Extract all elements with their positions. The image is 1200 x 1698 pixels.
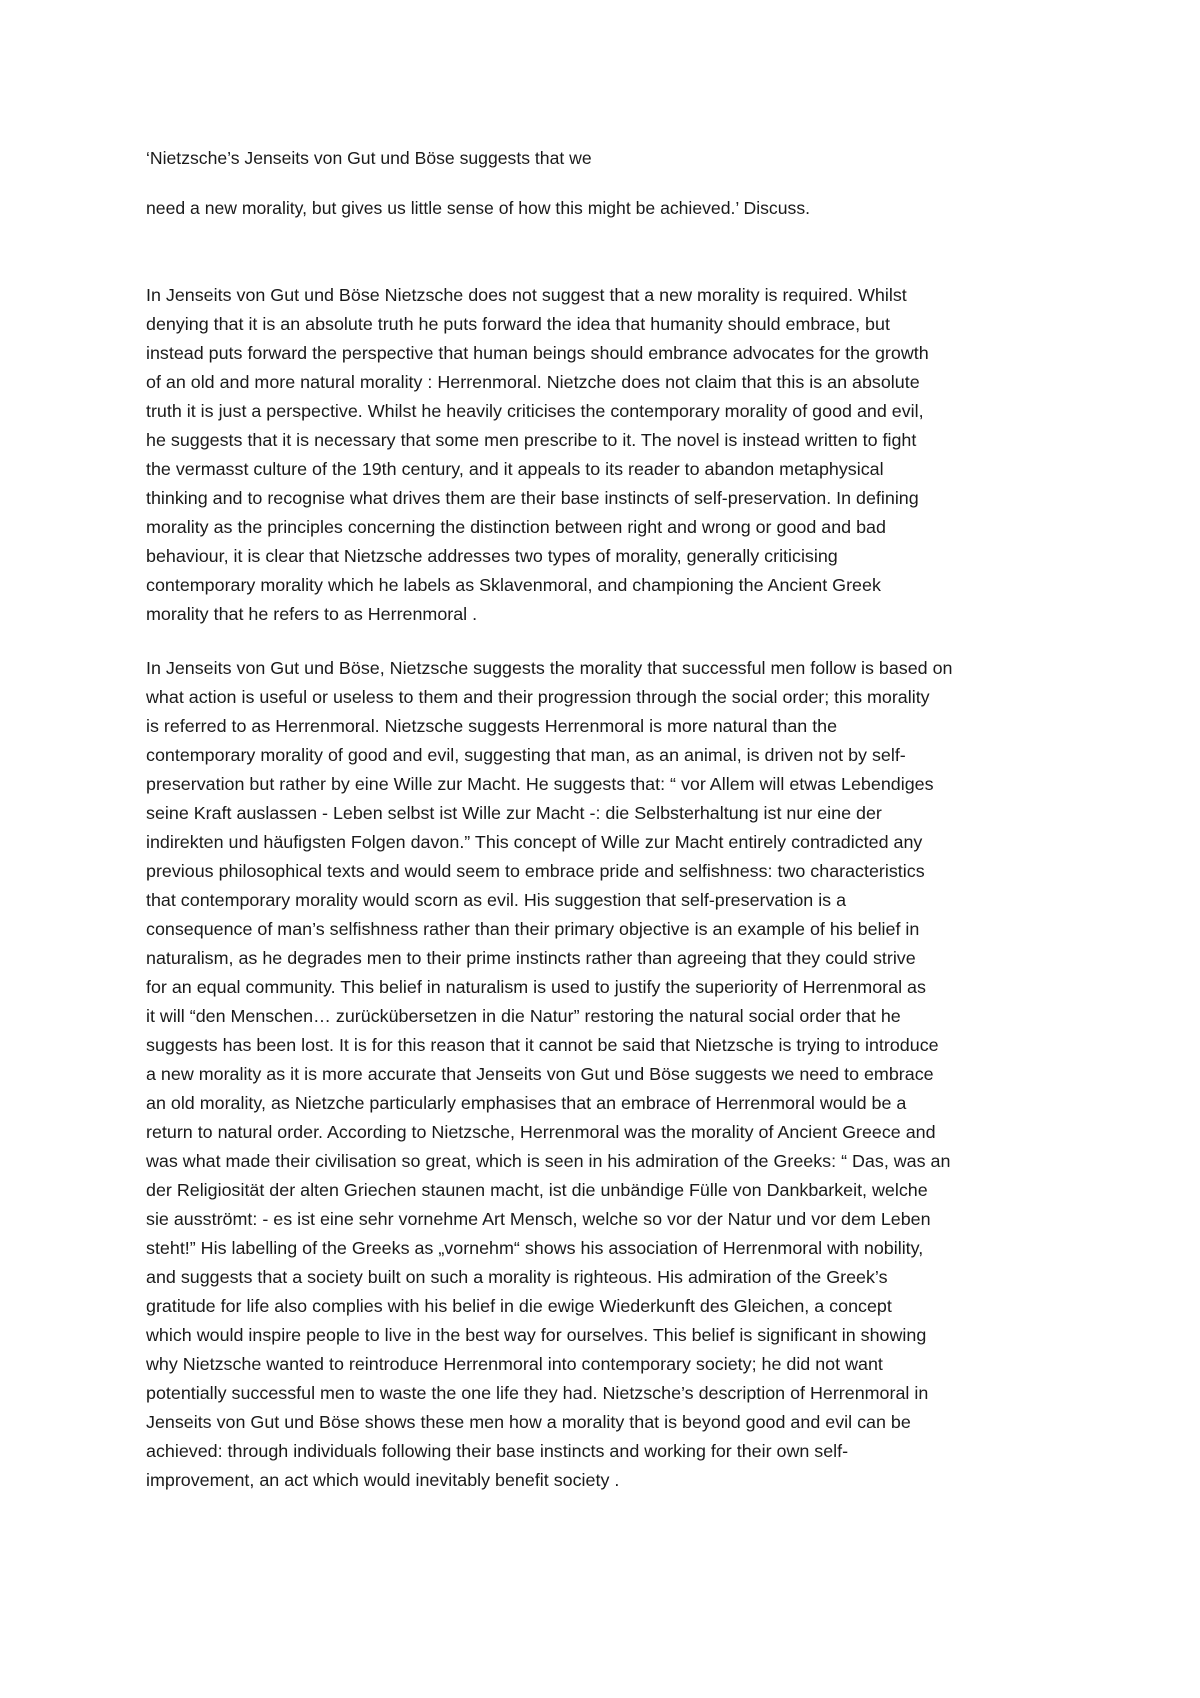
paragraph-1-line: morality as the principles concerning the distinction between right and wrong or good and bad — [146, 517, 886, 537]
paragraph-1-line: contemporary morality which he labels as Sklavenmoral, and championing the Ancient Greek — [146, 575, 881, 595]
paragraph-2-line: sie ausströmt: - es ist eine sehr vornehme Art Mensch, welche so vor der Natur und vor dem Leben — [146, 1209, 931, 1229]
paragraph-2-line: an old morality, as Nietzche particularly emphasises that an embrace of Herrenmoral would be a — [146, 1093, 907, 1113]
paragraph-2-line: which would inspire people to live in the best way for ourselves. This belief is significant in showing — [146, 1325, 927, 1345]
paragraph-2-line: return to natural order. According to Nietzsche, Herrenmoral was the morality of Ancient Greece and — [146, 1122, 936, 1142]
paragraph-1-line: behaviour, it is clear that Nietzsche addresses two types of morality, generally criticising — [146, 546, 838, 566]
paragraph-2-line: was what made their civilisation so great, which is seen in his admiration of the Greeks: “ Das, was an — [146, 1151, 951, 1171]
paragraph-1-line: truth it is just a perspective. Whilst he heavily criticises the contemporary morality of good and evil, — [146, 401, 924, 421]
paragraph-1-line: denying that it is an absolute truth he puts forward the idea that humanity should embrace, but — [146, 314, 890, 334]
paragraph-1-line: he suggests that it is necessary that some men prescribe to it. The novel is instead written to fight — [146, 430, 917, 450]
essay-title-line-1: ‘Nietzsche’s Jenseits von Gut und Böse suggests that we — [146, 148, 592, 168]
paragraph-2-line: previous philosophical texts and would seem to embrace pride and selfishness: two characteristics — [146, 861, 925, 881]
paragraph-2-line: suggests has been lost. It is for this reason that it cannot be said that Nietzsche is trying to introduce — [146, 1035, 939, 1055]
paragraph-1-line: morality that he refers to as Herrenmoral . — [146, 604, 478, 624]
paragraph-2-line: steht!” His labelling of the Greeks as „vornehm“ shows his association of Herrenmoral with nobility, — [146, 1238, 924, 1258]
paragraph-2-line: and suggests that a society built on such a morality is righteous. His admiration of the Greek’s — [146, 1267, 888, 1287]
paragraph-2-line: gratitude for life also complies with his belief in die ewige Wiederkunft des Gleichen, a concept — [146, 1296, 892, 1316]
paragraph-1-line: instead puts forward the perspective that human beings should embrance advocates for the growth — [146, 343, 929, 363]
paragraph-2-line: what action is useful or useless to them and their progression through the social order; this morality — [146, 687, 930, 707]
paragraph-2-line: improvement, an act which would inevitably benefit society . — [146, 1470, 620, 1490]
paragraph-2-line: a new morality as it is more accurate that Jenseits von Gut und Böse suggests we need to embrace — [146, 1064, 934, 1084]
paragraph-1-line: the vermasst culture of the 19th century, and it appeals to its reader to abandon metaphysical — [146, 459, 884, 479]
paragraph-2-line: potentially successful men to waste the one life they had. Nietzsche’s description of Herrenmoral in — [146, 1383, 929, 1403]
paragraph-2-line: In Jenseits von Gut und Böse, Nietzsche suggests the morality that successful men follow is based on — [146, 658, 953, 678]
paragraph-2-line: consequence of man’s selfishness rather than their primary objective is an example of his belief in — [146, 919, 920, 939]
paragraph-2-line: it will “den Menschen… zurückübersetzen in die Natur” restoring the natural social order that he — [146, 1006, 901, 1026]
paragraph-1-line: thinking and to recognise what drives them are their base instincts of self-preservation. In defining — [146, 488, 919, 508]
paragraph-2-line: der Religiosität der alten Griechen staunen macht, ist die unbändige Fülle von Dankbarkeit, welche — [146, 1180, 928, 1200]
essay-title-line-2: need a new morality, but gives us little sense of how this might be achieved.’ Discuss. — [146, 198, 811, 218]
paragraph-2-line: why Nietzsche wanted to reintroduce Herrenmoral into contemporary society; he did not want — [146, 1354, 883, 1374]
paragraph-2-line: naturalism, as he degrades men to their prime instincts rather than agreeing that they could strive — [146, 948, 916, 968]
paragraph-1-line: of an old and more natural morality : Herrenmoral. Nietzche does not claim that this is an absolute — [146, 372, 920, 392]
paragraph-2-line: indirekten und häufigsten Folgen davon.” This concept of Wille zur Macht entirely contradicted any — [146, 832, 923, 852]
paragraph-2-line: is referred to as Herrenmoral. Nietzsche suggests Herrenmoral is more natural than the — [146, 716, 838, 736]
paragraph-2-line: that contemporary morality would scorn as evil. His suggestion that self-preservation is a — [146, 890, 847, 910]
paragraph-1-line: In Jenseits von Gut und Böse Nietzsche does not suggest that a new morality is required. Whilst — [146, 285, 907, 305]
paragraph-2-line: seine Kraft auslassen - Leben selbst ist Wille zur Macht -: die Selbsterhaltung ist nur eine der — [146, 803, 882, 823]
paragraph-2-line: achieved: through individuals following their base instincts and working for their own self- — [146, 1441, 849, 1461]
paragraph-2-line: contemporary morality of good and evil, suggesting that man, as an animal, is driven not by self- — [146, 745, 906, 765]
paragraph-2-line: for an equal community. This belief in naturalism is used to justify the superiority of Herrenmoral as — [146, 977, 926, 997]
paragraph-2-line: Jenseits von Gut und Böse shows these men how a morality that is beyond good and evil can be — [146, 1412, 911, 1432]
paragraph-2-line: preservation but rather by eine Wille zur Macht. He suggests that: “ vor Allem will etwas Lebendiges — [146, 774, 934, 794]
